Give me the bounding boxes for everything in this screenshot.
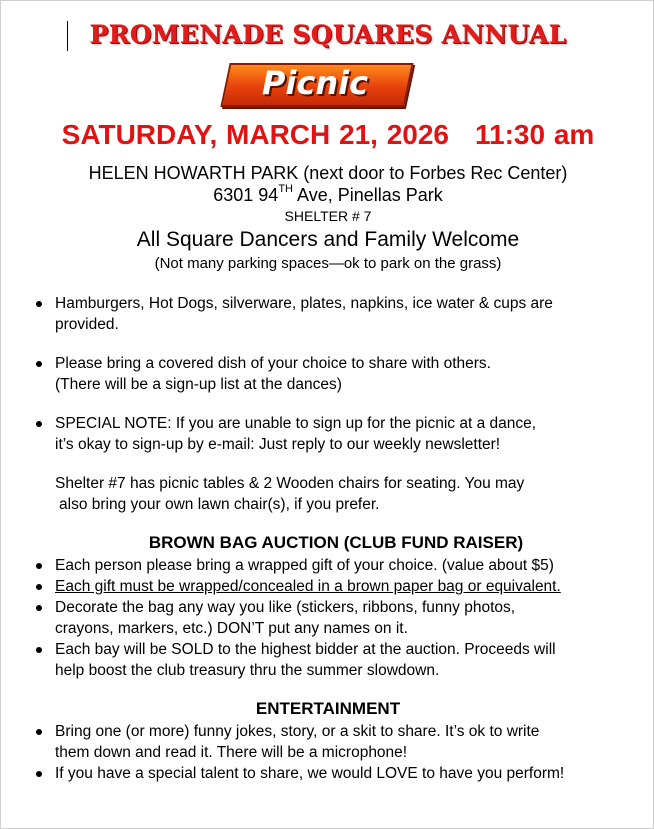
list-item xyxy=(33,597,633,639)
list-item-text: Please bring a covered dish of your choice to share with others. xyxy=(55,355,491,372)
list-item xyxy=(33,555,633,576)
entertainment-list xyxy=(33,721,633,784)
list-item-text: SPECIAL NOTE: If you are unable to sign up for the picnic at a dance, xyxy=(55,415,537,432)
auction-heading: BROWN BAG AUCTION (CLUB FUND RAISER) xyxy=(148,533,524,552)
list-item-text: Each person please bring a wrapped gift of your choice. (value about $5) xyxy=(55,557,554,574)
list-item xyxy=(33,639,633,681)
provided-bullet-list xyxy=(33,293,633,335)
list-item xyxy=(33,413,633,455)
list-item-text: Decorate the bag any way you like (stickers, ribbons, funny photos, xyxy=(55,599,516,616)
list-item xyxy=(33,576,633,597)
address-number: 6301 94 xyxy=(213,185,279,205)
list-item-text: Bring one (or more) funny jokes, story, or a skit to share. It’s ok to write xyxy=(55,723,540,740)
list-item-text: provided. xyxy=(55,316,119,333)
list-item-text: Hamburgers, Hot Dogs, silverware, plates, napkins, ice water & cups are xyxy=(55,295,553,312)
list-item xyxy=(33,763,633,784)
address-suffix: TH xyxy=(278,183,293,195)
list-item xyxy=(33,721,633,763)
shelter-number: SHELTER # 7 xyxy=(284,208,372,224)
list-item-text: (There will be a sign-up list at the dances) xyxy=(55,376,342,393)
event-date-line xyxy=(1,119,654,151)
shelter-note-line: also bring your own lawn chair(s), if you prefer. xyxy=(59,496,380,513)
picnic-banner xyxy=(225,63,405,103)
list-item-text: them down and read it. There will be a microphone! xyxy=(55,744,408,761)
shelter-note-line: Shelter #7 has picnic tables & 2 Wooden chairs for seating. You may xyxy=(55,475,525,492)
list-item-text: If you have a special talent to share, we would LOVE to have you perform! xyxy=(55,765,565,782)
event-date: SATURDAY, MARCH 21, 2026 xyxy=(61,119,449,150)
list-item-text: crayons, markers, etc.) DON’T put any names on it. xyxy=(55,620,408,637)
dish-bullet-list xyxy=(33,353,633,395)
list-item xyxy=(33,293,633,335)
picnic-banner-text: Picnic xyxy=(261,64,369,102)
event-time: 11:30 am xyxy=(475,119,595,150)
shelter-note xyxy=(55,473,635,515)
parking-note: (Not many parking spaces—ok to park on the grass) xyxy=(154,255,502,272)
address-street: Ave, Pinellas Park xyxy=(293,185,443,205)
note-bullet-list xyxy=(33,413,633,455)
park-address xyxy=(1,185,654,206)
list-item-text: Each bay will be SOLD to the highest bidder at the auction. Proceeds will xyxy=(55,641,556,658)
welcome-line: All Square Dancers and Family Welcome xyxy=(136,228,520,251)
list-item-text: it’s okay to sign-up by e-mail: Just reply to our weekly newsletter! xyxy=(55,436,501,453)
list-item xyxy=(33,353,633,395)
flyer-title: PROMENADE SQUARES ANNUAL xyxy=(89,20,567,49)
list-item-text: Each gift must be wrapped/concealed in a brown paper bag or equivalent. xyxy=(55,578,561,595)
list-item-text: help boost the club treasury thru the summer slowdown. xyxy=(55,662,440,679)
auction-list xyxy=(33,555,633,681)
park-name: HELEN HOWARTH PARK (next door to Forbes Rec Center) xyxy=(88,163,568,183)
entertainment-heading: ENTERTAINMENT xyxy=(255,699,401,718)
